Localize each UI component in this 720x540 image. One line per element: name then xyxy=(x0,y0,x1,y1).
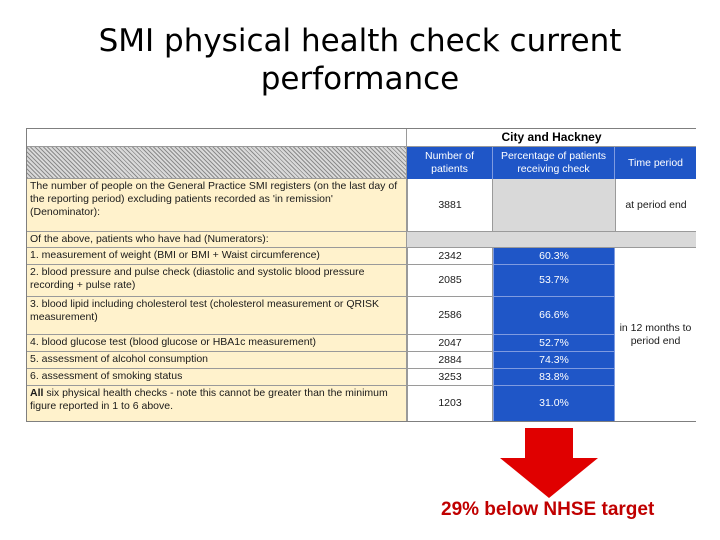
denominator-time: at period end xyxy=(615,179,696,232)
table-row-number-all: 1203 xyxy=(407,386,493,421)
column-header-percentage: Percentage of patients receiving check xyxy=(493,147,615,179)
table-row-percent-6: 83.8% xyxy=(493,369,615,386)
denominator-value: 3881 xyxy=(407,179,493,232)
table-row-number-3: 2586 xyxy=(407,297,493,335)
table-row-number-5: 2884 xyxy=(407,352,493,369)
performance-table xyxy=(26,128,696,422)
numerators-label: Of the above, patients who have had (Numerators): xyxy=(27,232,407,248)
table-row-percent-all: 31.0% xyxy=(493,386,615,421)
all-label-rest: six physical health checks - note this cannot be greater than the minimum figure reported in 1 to 6 above. xyxy=(30,387,388,412)
table-row-number-4: 2047 xyxy=(407,335,493,352)
hatched-header-cell xyxy=(27,147,407,179)
table-row-percent-5: 74.3% xyxy=(493,352,615,369)
down-arrow-shape xyxy=(500,428,598,498)
table-row-number-1: 2342 xyxy=(407,248,493,265)
down-arrow-icon xyxy=(500,428,598,498)
table-row-number-6: 3253 xyxy=(407,369,493,386)
numerators-grey-band xyxy=(407,232,696,248)
numerator-time-period: in 12 months to period end xyxy=(615,248,696,421)
table-row-percent-3: 66.6% xyxy=(493,297,615,335)
table-row-percent-2: 53.7% xyxy=(493,265,615,297)
table-row-label-2: 2. blood pressure and pulse check (diastolic and systolic blood pressure recording + pulse rate) xyxy=(27,265,407,297)
table-corner xyxy=(27,129,407,147)
slide-title xyxy=(0,22,720,98)
table-row-label-5: 5. assessment of alcohol consumption xyxy=(27,352,407,369)
table-row-label-6: 6. assessment of smoking status xyxy=(27,369,407,386)
region-header: City and Hackney xyxy=(407,129,696,147)
table-row-label-all xyxy=(27,386,407,421)
denominator-percent-blank xyxy=(493,179,615,232)
table-row-label-3: 3. blood lipid including cholesterol test (cholesterol measurement or QRISK measurement) xyxy=(27,297,407,335)
column-header-number: Number of patients xyxy=(407,147,493,179)
target-callout: 29% below NHSE target xyxy=(441,499,655,520)
table-row-percent-1: 60.3% xyxy=(493,248,615,265)
table-row-number-2: 2085 xyxy=(407,265,493,297)
all-label-bold: All xyxy=(30,387,44,399)
table-row-label-1: 1. measurement of weight (BMI or BMI + Waist circumference) xyxy=(27,248,407,265)
slide-title-line-1: SMI physical health check current xyxy=(98,23,622,59)
slide-title-line-2: performance xyxy=(260,61,460,97)
table-row-label-4: 4. blood glucose test (blood glucose or HBA1c measurement) xyxy=(27,335,407,352)
table-row-percent-4: 52.7% xyxy=(493,335,615,352)
denominator-label: The number of people on the General Practice SMI registers (on the last day of the reporting period) excluding patients recorded as 'in remission' (Denominator): xyxy=(27,179,407,232)
column-header-time: Time period xyxy=(615,147,696,179)
